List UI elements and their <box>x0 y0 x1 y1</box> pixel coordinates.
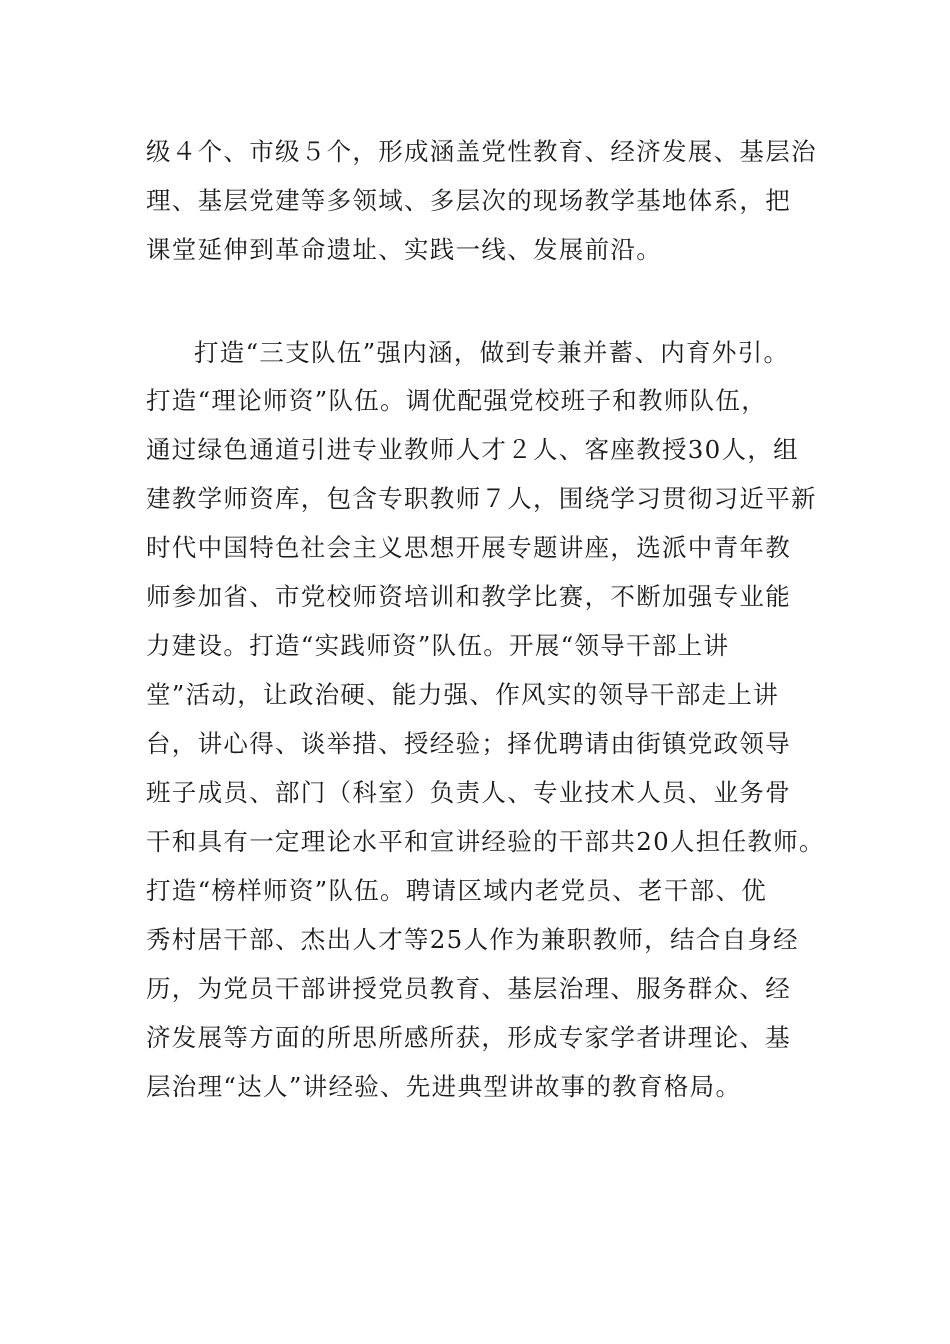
text-line: 层治理“达人”讲经验、先进典型讲故事的教育格局。 <box>146 1072 742 1101</box>
text-line: 台，讲心得、谈举措、授经验；择优聘请由街镇党政领导 <box>146 729 791 758</box>
text-line: 建教学师资库，包含专职教师７人，围绕学习贯彻习近平新 <box>146 484 817 513</box>
text-line: 秀村居干部、杰出人才等25人作为兼职教师，结合自身经 <box>146 925 799 954</box>
text-line: 打造“三支队伍”强内涵，做到专兼并蓄、内育外引。 <box>194 338 790 367</box>
text-line: 历，为党员干部讲授党员教育、基层治理、服务群众、经 <box>146 974 791 1003</box>
text-line: 时代中国特色社会主义思想开展专题讲座，选派中青年教 <box>146 533 791 562</box>
text-line: 理、基层党建等多领域、多层次的现场教学基地体系，把 <box>146 186 791 215</box>
text-line: 师参加省、市党校师资培训和教学比赛，不断加强专业能 <box>146 582 791 611</box>
text-line: 打造“榜样师资”队伍。聘请区域内老党员、老干部、优 <box>146 876 768 905</box>
text-line: 课堂延伸到革命遗址、实践一线、发展前沿。 <box>146 235 662 264</box>
text-line: 打造“理论师资”队伍。调优配强党校班子和教师队伍， <box>146 386 768 415</box>
text-line: 班子成员、部门（科室）负责人、专业技术人员、业务骨 <box>146 778 791 807</box>
text-line: 力建设。打造“实践师资”队伍。开展“领导干部上讲 <box>146 631 730 660</box>
text-line: 济发展等方面的所思所感所获，形成专家学者讲理论、基 <box>146 1023 791 1052</box>
text-line: 级４个、市级５个，形成涵盖党性教育、经济发展、基层治 <box>146 137 817 166</box>
text-line: 干和具有一定理论水平和宣讲经验的干部共20人担任教师。 <box>146 827 825 856</box>
text-line: 通过绿色通道引进专业教师人才２人、客座教授30人，组 <box>146 435 799 464</box>
text-line: 堂”活动，让政治硬、能力强、作风实的领导干部走上讲 <box>146 680 780 709</box>
